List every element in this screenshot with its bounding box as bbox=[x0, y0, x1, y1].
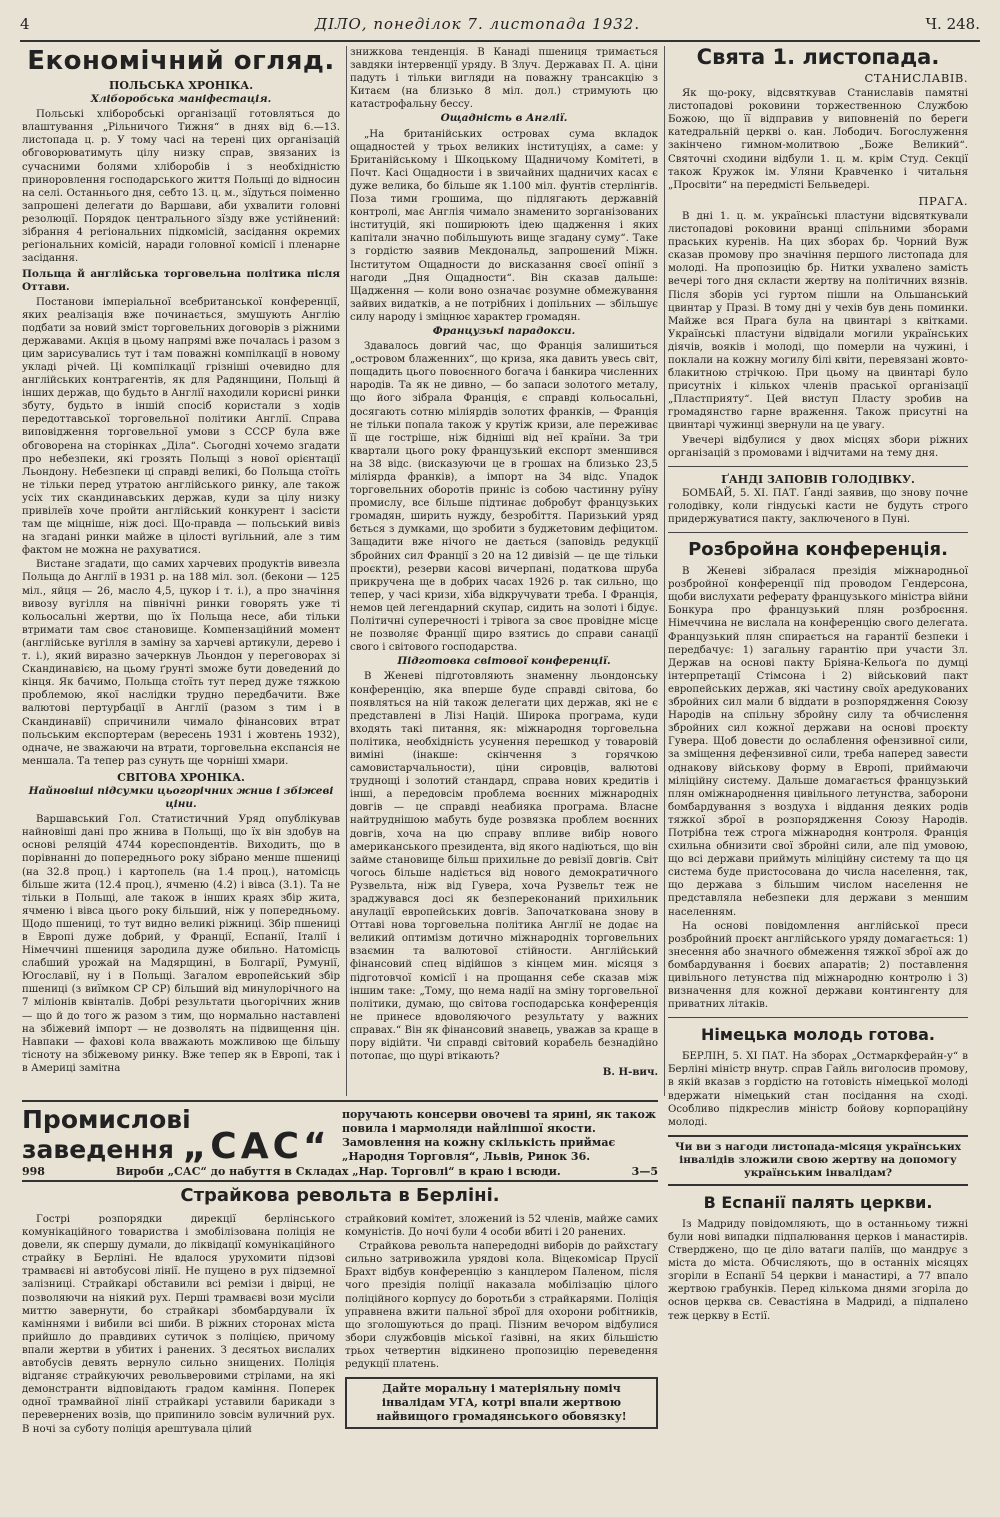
ad-text: поручають консерви овочеві та ярині, як також повила і мармоляди найліпшої якости. Замовлення на кожну скількість приймає „Народня Торговля“, Львів, Ринок 36. bbox=[342, 1108, 656, 1163]
paragraph: Постанови імперіальної всебританської конференції, яких реалізація вже починається, змушують Англію подбати за новий зміст торговельних договорів з ріжними державами. Акція в цьому напрямі вже почалась і разом з цим зарисувались тут і там поважні компілкації в новому укладі річей. Ці компілкації грізніші очевидно для англійських контрагентів, як для Радянщини, Польщі й інших держав, що будьто в Англії находили корисні ринки збуту, будьто в іншій спосіб користали з ходів передоттавської торговельної політики Англії. Справа виповідження торговельної умови з СССР була вже обговорена на сторінках „Діла“. Сьогодні хочемо згадати про небезпеки, які грозять Польщі з нової орієнтації Льондону. Небезпеки ці справді великі, бо Польща стоїть не тільки перед утратою англійського ринку, але також усіх тих скандинавських держав, куди за цілу низку привілеїв хоче пройти англійський конкурент і засісти там ще міцніше, ніж досі. Що-правда — польський вивіз на згадані ринки майже в цілості вугільний, але з тим фактом не можна не рахуватися. bbox=[22, 296, 340, 557]
disarmament-heading: Розбройна конференція. bbox=[688, 539, 948, 561]
german-youth-heading: Німецька молодь готова. bbox=[700, 1025, 935, 1045]
paragraph: Вистане згадати, що самих харчевих продуктів вивезла Польща до Англії в 1931 р. на 188 міл. зол. (бекони — 125 міл., яйця — 26, масло 4,5, цукор і т. і.), а про значіння вивозу вугілля на північні ринки говорять уже ті кольосальні жертви, що їх Польща несе, аби тільки втримати там своє становище. Компензаційний момент (англійське вугілля в заміну за харчеві артикули, дерево і т. і.), який виразно зачеркнув Льондон у переговорах зі Скандинавією, на цьому ґрунті зможе бути доведений до кінця. Як бачимо, Польща стоїть тут перед дуже тяжкою проблемою, якої наслідки трудно передбачити. Вже валютові пертурбації в Англії (разом з тим і в Скандинавії) спричинили чимало фінансових втрат польським експортерам (вересень 1931 і жовтень 1932), одначе, не зважаючи на втрати, торговельна експансія не меншала. Та тепер раз сунуть ще чорніші хмари. bbox=[22, 559, 340, 767]
paragraph: БОМБАЙ, 5. XI. ПАТ. Ґанді заявив, що знову почне голодівку, коли гіндуські касти не будуть строго придержуватися пакту, заключеного в Пуні. bbox=[668, 487, 968, 525]
paragraph: Гострі розпорядки дирекції берлінського комунікаційного товариства і змобілізована поліція не довели, як спершу думали, до ліквідації комунікаційного страйку в Берліні. Не вдалося урухомити підзові трамваєві ні автобусові лінії. Не пущено в рух підземної залізниці. Страйкарі обставили всі ремізи і двірці, не позволяючи на ніякий рух. Перші трамваєві вози мусіли миттю завернути, бо страйкарі збомбардували їх каміннями і вибили всі шиби. В ріжних сторонах міста прийшло до правдивих сутичок з поліцією, причому впали жертви в убитих і ранених. З десятьох вислалих автобусів девять вернуло сильно знищених. Поліція відганяє страйкуючих револьверовими стрілами, на які демонстранти відповідають градом каміння. Поперек одної трамвайної лінії страйкарі уставили барикади з перевернених возів, що припинило зовсім вуличний рух. В ночі за суботу поліція арештувала цілий bbox=[22, 1214, 335, 1435]
column-economic-review bbox=[22, 46, 347, 1096]
masthead bbox=[20, 10, 980, 42]
paragraph: „На британійських островах сума вкладок ощадностей у трьох великих інституціях, а саме: у Британійському і Шкоцькому Щадничому Комітеті, в Почт. Касі Ощадности і в звичайних щадничих касах є дуже велика, бо більше як 1.100 міл. фунтів стерлінгів. Поза тими грошима, що підлягають державній контролі, має Англія чимало знаменито зорганізованих інституцій, які поширюють ідею щадження і яких капітали значно побільшують вище згадану суму“. Таке з гордістю заявив Мекдональд, запрошений Міжн. Інститутом Ощадности до висказання своєї опінії з нагоди „Дня Ощадности“. Він сказав дальше: Щадження — коли воно означає розумне обмежування зайвих видатків, а не потрібних і допільних — збільшує силу народу і зміцнює характер громадян. bbox=[350, 128, 658, 323]
uga-appeal-box: Дайте моральну і матеріяльну поміч інвалідам УГА, котрі впали жертвою найвищого громадянського обовязку! bbox=[345, 1377, 658, 1429]
column-news bbox=[668, 46, 968, 1506]
paragraph: Варшавський Гол. Статистичний Уряд опублікував найновіші дані про жнива в Польщі, що їх він здобув на основі реляцій 4744 кореспондентів. Виходить, що в порівнанні до попереднього року зібрано менше пшениці (на 32.8 проц.) і картопель (на 1.4 проц.), натомісць більше жита (12.4 проц.), ячменю (4.2) і вівса (3.1). Та не тільки в Польщі, але також в інших краях збір жита, ячменю і вівса цього року більший, ніж у попередньому. Щодо пшениці, то тут видно великі ріжниці. Збір пшениці в Европі дуже добрий, у Франції, Еспанії, Італії і Німеччині пшениця зародила дуже обильно. Натомісць слабший урожай на Мадярщині, в Болгарії, Румунії, Югославії, ну і в Польщі. Загалом европейський збір пшениці (з виїмком СР СР) більший від минулорічного на 7 міліонів квінталів. Добрі результати цьогорічних жнив — що й до того ж разом з тим, що нормально наставлені на збіжевий імпорт — не дозволять на підвищення цін. Навпаки — фахові кола вважають можливою ще більшу тісноту на збіжевому ринку. Вже тепер як в Европі, так і в Америці замітна bbox=[22, 814, 340, 1074]
invalids-appeal-box: Чи ви з нагоди листопада-місяця українських інвалідів зложили свою жертву на допомогу українським інвалідам? bbox=[668, 1135, 968, 1186]
strike-column-left bbox=[22, 1213, 335, 1437]
november-holiday-title: Свята 1. листопада. bbox=[696, 46, 940, 69]
divider bbox=[668, 1017, 968, 1018]
economic-review-title: Економічний огляд. bbox=[27, 46, 335, 76]
ad-run: 3—5 bbox=[631, 1165, 658, 1178]
paragraph: Увечері відбулися у двох місцях збори ріжних організацій з промовами і відчитами на тему дня. bbox=[668, 434, 968, 459]
paragraph: В дні 1. ц. м. українські пластуни відсвяткували листопадові роковини вранці спільними зборами праських куренів. На цих зборах бр. Чорний Вуж сказав промову про значіння першого листопада для молоді. На пропозицію бр. Нитки ухвалено замість вечері того дня скласти жертву на політичних вязнів. Після зборів усі гуртом пішли на Ольшанський цвинтар у Празі. В тому дні у чехів був день поминки. Майже вся Прага була на цвинтарі з квітками. Українські пластуни відвідали могили українських діячів, вояків і молоді, що померли на чужині, і поклали на кожну могилу білі квіти, перевязані жовто-блакитною стрічкою. При цьому на цвинтарі було присутніх і кількох членів праської організації „Пластприяту“. Цей виступ Пласту зробив на громадянство гарне враження. Також присутні на цвинтарі чужинці звернули на це увагу. bbox=[668, 210, 968, 432]
ad-brand-name: „САС“ bbox=[182, 1126, 331, 1167]
paragraph: В Женеві зібралася презідія міжнародньої розбройної конференції під проводом Гендерсона, щоби вислухати реферату французького міністра війни Бонкура про французький плян розброєння. Німеччина не вислала на конференцію свого делегата. Французький плян спирається на гарантії безпеки і передбачує: 1) загальну гарантію при участи Зл. Держав на основі пакту Бріяна-Кельоґа по думці інтерпретації Стімсона і 2) військовий пакт европейських держав, які частину своїх аредукованих збройних сил мали б віддати в розпорядження Союзу Народів на спільну збройну силу та обчислення збройних сил кожної держави на основі проєкту Гувера. Щоб довести до ослаблення офензивної сили, за зміщення дефензивної сили, треба наперед завести однакову військову форму в Европі, приймаючи міліційну систему. Дальше домагається французький плян оміжнароднення цивільного летунства, заборони бомбардування з воздуха і віддання деяких родів тяжкої зброї в розпорядження Союзу Народів. Потрібна теж строга міжнародня контроля. Франція схильна обнизити свої збройні сили, але під умовою, що всі держави приймуть міліційну систему та що ця система буде пристосована до числа населення, так, що держава з більшим числом населення не представляла небезпеки для держави з меншим населенням. bbox=[668, 566, 968, 918]
french-paradoxes-heading: Французькі парадокси. bbox=[432, 324, 576, 337]
issue-number: Ч. 248. bbox=[925, 15, 980, 33]
place-prague: ПРАГА. bbox=[918, 193, 968, 208]
spain-churches-heading: В Еспанії палять церкви. bbox=[703, 1192, 933, 1212]
ad-footer bbox=[22, 1165, 658, 1178]
paragraph: Здавалось довгий час, що Франція залишиться „островом блаженних“, що криза, яка давить увесь світ, пощадить цього повоєнного богача і банкира численних народів. Та як не дивно, — бо запаси золотого металу, що його зібрала Франція, є справді кольосальні, досягають сотню міліярдів золотих франків, — Франція не тільки попала також у крутіж кризи, але переживає її ще гостріше, ніж бідніші від неї країни. За три квартали цього року французький експорт зменшився на 38 відс. (висказуючи це в грошах на близько 23,5 міліярда франків), а імпорт на 34 відс. Упадок торговельних оборотів приніс із собою частинну руїну промислу, все більше підтинає добробут французьких громадян, ширить нужду, безробіття. Паризький уряд бється з думками, що зробити з буджетовим дефіцитом. Защадити вже нічого не дається (заповідь редукції збройних сил Франції з 20 на 12 дивізій — це ще тільки проєкти), резерви касові вичерпані, податкова шруба прикручена ще в добрих часах 1926 р. так сильно, що тепер, у часі кризи, хіба відкручувати треба. І Франція, немов цей легендарний скупар, сидить на золоті і бідує. Політичні суперечності і трівога за своє провідне місце не позволяє Франції щиро взятись до справи санації свого і світового господарства. bbox=[350, 341, 658, 654]
strike-column-right bbox=[345, 1213, 658, 1437]
world-chronicle-heading: СВІТОВА ХРОНІКА. bbox=[117, 770, 245, 784]
paragraph: знижкова тенденція. В Канаді пшениця тримається завдяки інтервенції уряду. В Злуч. Державах П. А. ціни падуть і тільки вигляди на поважну трансакцію з Китаєм (на близько 8 міл. дол.) стримують цю катастрофальну бессу. bbox=[350, 47, 658, 111]
ad-number: 998 bbox=[22, 1165, 45, 1178]
savings-heading: Ощадність в Англії. bbox=[440, 112, 568, 125]
paragraph: Із Мадриду повідомляють, що в останньому тижні були нові випадки підпалювання церков і манастирів. Стверджено, що це діло ватаги паліїв, що мандрує з міста до міста. Обчисляють, що в останніх місяцях згоріли в Еспанії 54 церкви і манастирі, а 77 впало жертвою грабунків. Перед кількома днями згоріла до основ церква св. Севастіяна в Мадриді, а підпалено теж церкву в Естії. bbox=[668, 1218, 968, 1322]
paragraph: Польські хліборобські організації готовляться до влаштування „Рільничого Тижня“ в днях від 6.—13. листопада ц. р. У тому часі на терені цих організацій обговорюватимуть цілу низку справ, звязаних із сучасними болями хліборобів і з необхідністю приноровлення господарського життя Польщі до відносин на селі. Останнього дня, себто 13. ц. м., зїдуться поіменно запрошені делегати до Варшави, аби ухвалити головні резолюції. Порядок центрального зїзду вже устійнений: зібрання 4 регіональних підкомісій, засідання окремих регіональних комісій, наради головної комісії і пленарне засідання. bbox=[22, 109, 340, 265]
column-economic-review-cont bbox=[350, 46, 665, 1096]
ad-brand-line2: заведення bbox=[22, 1135, 174, 1164]
paragraph: В Женеві підготовляють знаменну льондонську конференцію, яка вперше буде справді світова, бо появляться на ній також делегати цих держав, які не є представлені в Лізі Націй. Широка програма, куди входять такі питання, як: міжнародня торговельна політика, необхідність усунення перешкод у товаровій виміні (інакше: скінчення з горячкою самовистарчальности), ціни сировців, валютові труднощі і золотий стандард, справа нових кредитів і інші, а передовсім проблема воєнних міжнародніх довгів — це справді неабияка програма. Власне найтруднішою мабуть буде розвязка проблем воєнних довгів, хоча на цю справу впливе вибір нового американського президента, від якого надіються, що він займе становище більш прихильне до ревізії довгів. Світ чогось більше надіється від нового демократичного Рузвельта, ніж від Гувера, хоча Рузвельт теж не зраджувався досі як безпереконаний прихильник анулації европейських довгів. Започаткована знову в Оттаві нова торговельна політика Англії не додає на великий оптимізм дотично міжнародніх торговельних взаємин та валютової стійности. Англійський фінансовий спец відійшов з кінцем мин. місяця з підготовчої комісії і на прощання себе сказав між іншим таке: „Тому, що нема надії на зміну торговельної політики, думаю, що світова господарська конференція не принесе вдоволяючого результату у важних справах.“ Він як фінансовий знавець, уважав за краще в пору відійти. Чи справді світовий корабель безнадійно потопає, що щурі втікають? bbox=[350, 671, 658, 1063]
polish-chronicle-heading: ПОЛЬСЬКА ХРОНІКА. bbox=[108, 79, 254, 92]
world-conference-heading: Підготовка світової конференції. bbox=[397, 655, 611, 668]
farmers-manifestation-heading: Хліборобська маніфестація. bbox=[90, 93, 272, 106]
author-signature: В. Н-вич. bbox=[602, 1066, 658, 1079]
paragraph: На основі повідомлення англійської преси розбройний проєкт англійського уряду домагається: 1) знесення або значного обмеження тяжкої зброї аж до бомбардування і боєвих апаратів; 2) поставлення цивільного летунства під міжнародню контролю і 3) визначення для кожної держави контингенту для приватних літаків. bbox=[668, 920, 968, 1011]
paragraph: Страйкова револьта напередодні виборів до райхстагу сильно затривожила урядові кола. Віцекомісар Прусії Брахт відбув конференцію з канцлером Паленом, після чого презідія поліції наказала мобілізацію цілого поліційного корпусу до боротьби з страйкарями. Поліція управнена вжити пальної зброї для охорони робітників, що зголошуються до праці. Пізним вечором відбулися збори службовців міської ґазівні, на яких більшістю трьох четвертин відкинено пропозицію переведення редукції платень. bbox=[345, 1241, 658, 1371]
ad-footer-text: Вироби „САС“ до набуття в Складах „Нар. Торговлі“ в краю і всюди. bbox=[115, 1165, 561, 1178]
page-number: 4 bbox=[20, 15, 30, 33]
berlin-strike-article bbox=[22, 1185, 658, 1510]
divider bbox=[668, 466, 968, 467]
sas-advertisement bbox=[22, 1100, 658, 1182]
ad-brand-line1: Промислові bbox=[22, 1105, 191, 1134]
masthead-title: ДІЛО, понеділок 7. листопада 1932. bbox=[314, 15, 641, 33]
poland-trade-heading: Польща й англійська торговельна політика після Оттави. bbox=[22, 268, 340, 294]
harvest-heading: Найновіші підсумки цьогорічних жнив і збіжеві ціни. bbox=[28, 784, 334, 811]
paragraph: страйковий комітет, зложений із 52 членів, майже самих комуністів. До ночі були 4 особи вбиті і 20 ранених. bbox=[345, 1214, 658, 1239]
paragraph: БЕРЛІН, 5. XI ПАТ. На зборах „Остмаркферайн-у“ в Берліні міністр внутр. справ Гайль виголосив промову, в якій вказав з гордістю на готовість німецької молоді вдержати німецький стан посідання на сході. Особливо підкреслив міністр бойову корпораційну молоді. bbox=[668, 1051, 968, 1128]
gandhi-heading: ҐАНДІ ЗАПОВІВ ГОЛОДІВКУ. bbox=[721, 472, 915, 486]
place-stanyslaviv: СТАНИСЛАВІВ. bbox=[864, 71, 968, 85]
paragraph: Як що-року, відсвяткував Станиславів памятні листопадові роковини торжественною Службою Божою, що її відправив у виповненій по береги катедральній церкві о. кан. Лободич. Богослуження закінчено гимном-молитвою „Боже Великий“. Святочні сходини відбули 1. ц. м. крім Студ. Секції також Кружок ім. Уляни Кравченко і читальня „Просвіти“ на передмісті Бельведері. bbox=[668, 88, 968, 191]
berlin-strike-title: Страйкова револьта в Берліні. bbox=[180, 1185, 500, 1206]
divider bbox=[668, 532, 968, 533]
